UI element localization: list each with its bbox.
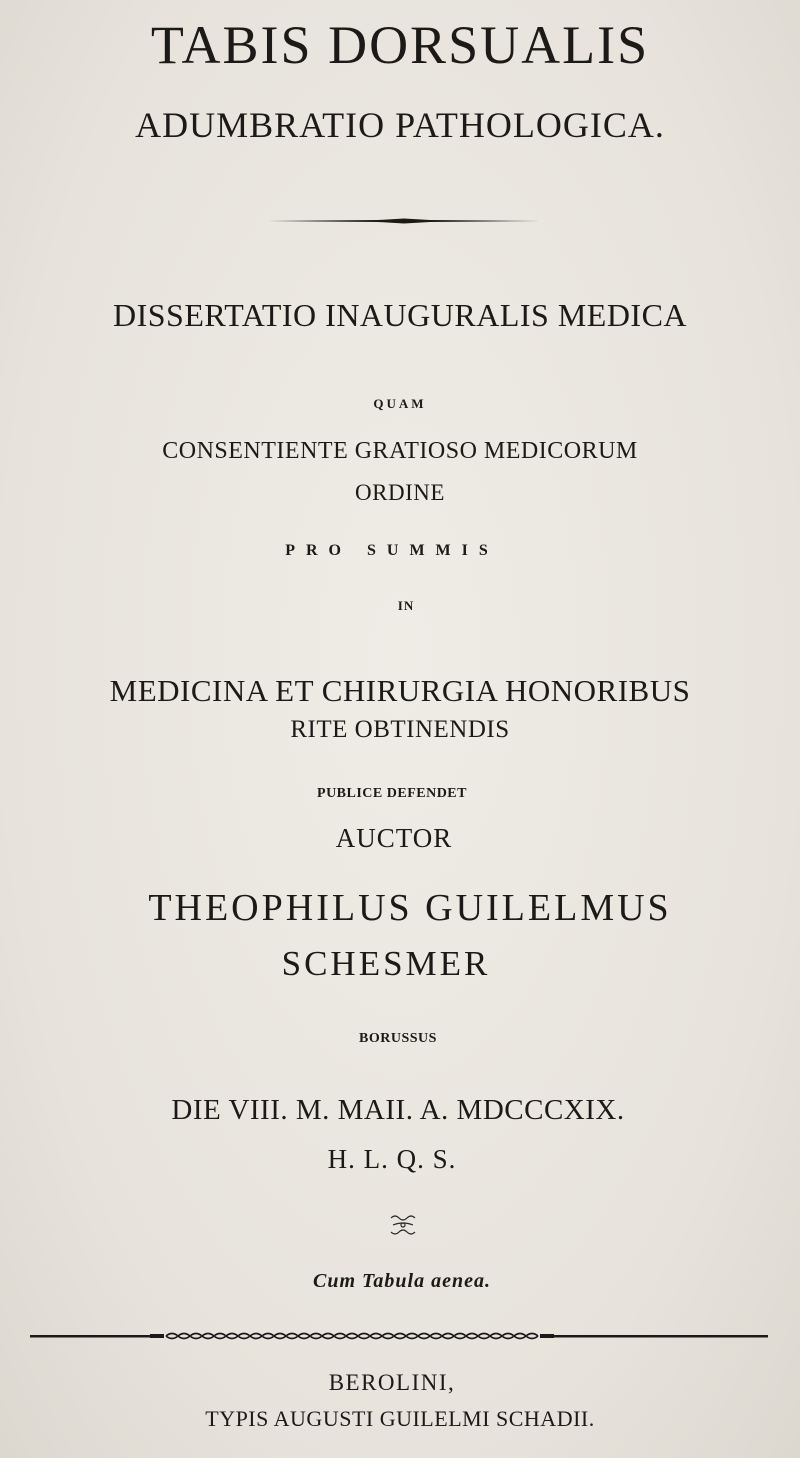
imprint-city: BEROLINI, [328, 1370, 456, 1395]
in-line: IN [397, 598, 415, 613]
decorative-rule [268, 218, 540, 224]
consentiente-line: CONSENTIENTE GRATIOSO MEDICORUM [162, 438, 638, 464]
ordine-line: ORDINE [355, 480, 445, 505]
cum-tabula-note: Cum Tabula aenea. [313, 1270, 491, 1292]
author-name-line-1: THEOPHILUS GUILELMUS [148, 887, 672, 929]
quam-label: QUAM [373, 396, 427, 411]
defense-date: DIE VIII. M. MAII. A. MDCCCXIX. [171, 1094, 625, 1126]
rite-line: RITE OBTINENDIS [290, 716, 510, 743]
author-name-line-2: SCHESMER [281, 944, 491, 983]
imprint-printer: TYPIS AUGUSTI GUILELMI SCHADII. [205, 1406, 595, 1431]
auctor-line: AUCTOR [335, 823, 453, 853]
author-origin: BORUSSUS [359, 1031, 437, 1046]
title-line-1: TABIS DORSUALIS [150, 15, 650, 75]
pro-summis-line: PRO SUMMIS [285, 542, 499, 559]
printer-ornament-icon [385, 1212, 421, 1238]
title-line-2: ADUMBRATIO PATHOLOGICA. [135, 105, 665, 145]
publice-line: PUBLICE DEFENDET [317, 786, 467, 801]
decorative-chain-rule [30, 1331, 768, 1341]
dissertation-heading: DISSERTATIO INAUGURALIS MEDICA [112, 297, 688, 333]
hlqs-line: H. L. Q. S. [327, 1144, 457, 1174]
medicina-line: MEDICINA ET CHIRURGIA HONORIBUS [109, 673, 691, 708]
